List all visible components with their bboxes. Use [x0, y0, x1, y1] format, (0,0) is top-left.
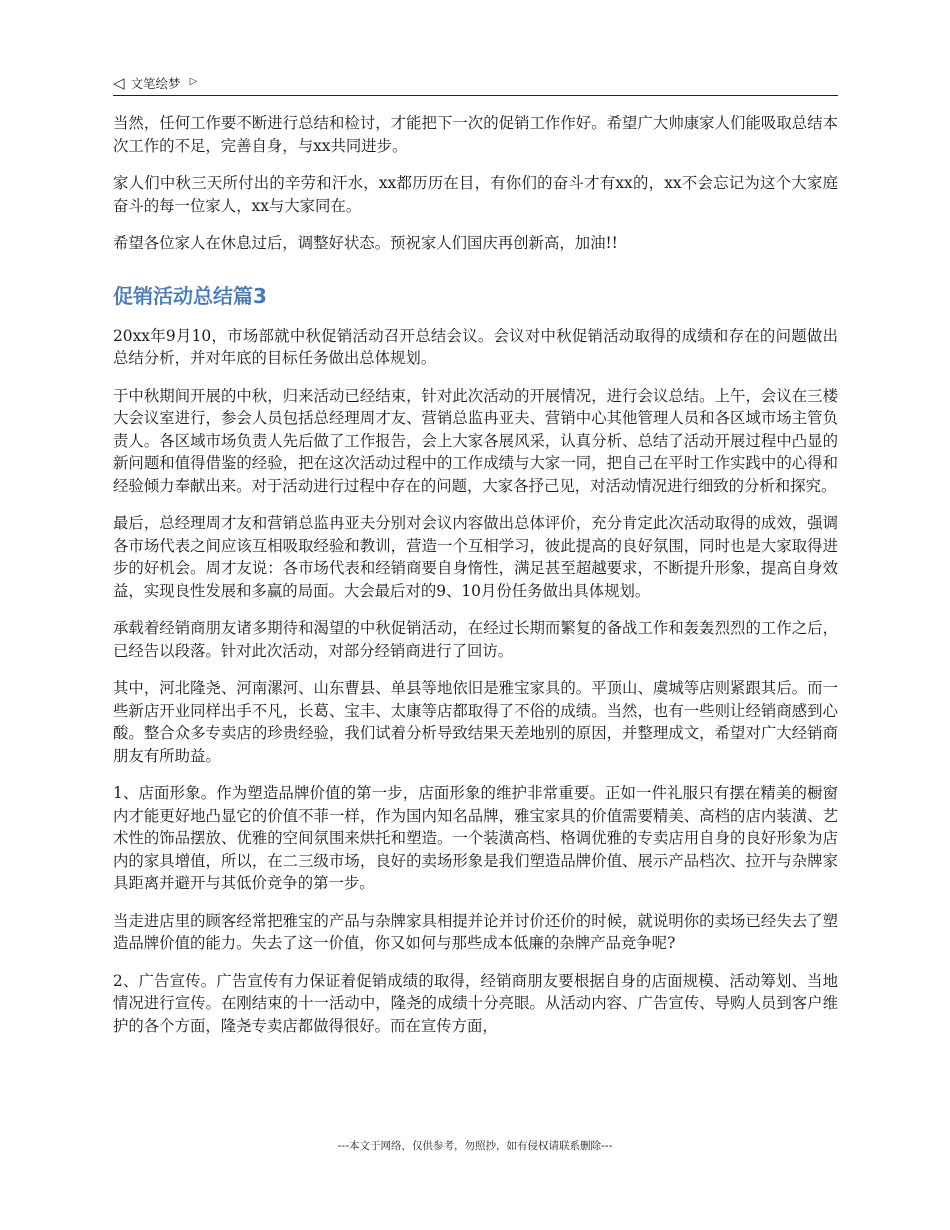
paragraph: 当走进店里的顾客经常把雅宝的产品与杂牌家具相提并论并讨价还价的时候，就说明你的卖场已经失去了塑造品牌价值的能力。失去了这一价值，你又如何与那些成本低廉的杂牌产品竞争呢?	[113, 911, 838, 952]
document-body	[113, 112, 838, 1052]
page-header	[113, 71, 838, 96]
triangle-right-icon: ▷	[189, 75, 198, 87]
paragraph: 最后，总经理周才友和营销总监冉亚夫分别对会议内容做出总体评价，充分肯定此次活动取得的成效，强调各市场代表之间应该互相吸取经验和教训，营造一个互相学习，彼此提高的良好氛围，同时也是大家取得进步的好机会。周才友说：各市场代表和经销商要自身惰性，满足甚至超越要求，不断提升形象，提高自身效益，实现良性发展和多赢的局面。大会最后对的9、10月份任务做出具体规划。	[113, 514, 838, 600]
section-title: 促销活动总结篇3	[113, 283, 267, 308]
paragraph: 20xx年9月10，市场部就中秋促销活动召开总结会议。会议对中秋促销活动取得的成绩和存在的问题做出总结分析，并对年底的目标任务做出总体规划。	[113, 326, 838, 367]
paragraph: 于中秋期间开展的中秋，归来活动已经结束，针对此次活动的开展情况，进行会议总结。上午，会议在三楼大会议室进行，参会人员包括总经理周才友、营销总监冉亚夫、营销中心其他管理人员和各区域市场主管负责人。各区域市场负责人先后做了工作报告，会上大家各展风采，认真分析、总结了活动开展过程中凸显的新问题和值得借鉴的经验，把在这次活动过程中的工作成绩与大家一同，把自己在平时工作实践中的心得和经验倾力奉献出来。对于活动进行过程中存在的问题，大家各抒己见，对活动情况进行细致的分析和探究。	[113, 386, 838, 495]
paragraph: 希望各位家人在休息过后，调整好状态。预祝家人们国庆再创新高，加油!!	[113, 234, 618, 252]
header-brand: 文笔绘梦	[130, 76, 181, 91]
triangle-left-icon: ◁	[113, 74, 125, 92]
paragraph: 家人们中秋三天所付出的辛劳和汗水，xx都历历在目，有你们的奋斗才有xx的，xx不会忘记为这个大家庭奋斗的每一位家人，xx与大家同在。	[113, 174, 838, 215]
paragraph: 其中，河北隆尧、河南漯河、山东曹县、单县等地依旧是雅宝家具的。平顶山、虞城等店则紧跟其后。而一些新店开业同样出手不凡，长葛、宝丰、太康等店都取得了不俗的成绩。当然，也有一些则让经销商感到心酸。整合众多专卖店的珍贵经验，我们试着分析导致结果天差地别的原因，并整理成文，希望对广大经销商朋友有所助益。	[113, 679, 838, 765]
paragraph: 当然，任何工作要不断进行总结和检讨，才能把下一次的促销工作作好。希望广大帅康家人们能吸取总结本次工作的不足，完善自身，与xx共同进步。	[113, 114, 838, 155]
paragraph: 1、店面形象。作为塑造品牌价值的第一步，店面形象的维护非常重要。正如一件礼服只有摆在精美的橱窗内才能更好地凸显它的价值不菲一样，作为国内知名品牌，雅宝家具的价值需要精美、高档的店内装潢、艺术性的饰品摆放、优雅的空间氛围来烘托和塑造。一个装潢高档、格调优雅的专卖店用自身的良好形象为店内的家具增值，所以，在二三级市场，良好的卖场形象是我们塑造品牌价值、展示产品档次、拉开与杂牌家具距离并避开与其低价竞争的第一步。	[113, 784, 838, 892]
page-footer: ---本文于网络，仅供参考，勿照抄，如有侵权请联系删除---	[337, 1140, 613, 1152]
paragraph: 2、广告宣传。广告宣传有力保证着促销成绩的取得，经销商朋友要根据自身的店面规模、活动筹划、当地情况进行宣传。在刚结束的十一活动中，隆尧的成绩十分亮眼。从活动内容、广告宣传、导购人员到客户维护的各个方面，隆尧专卖店都做得很好。而在宣传方面，	[113, 971, 838, 1035]
paragraph: 承载着经销商朋友诸多期待和渴望的中秋促销活动，在经过长期而繁复的备战工作和轰轰烈烈的工作之后，已经告以段落。针对此次活动，对部分经销商进行了回访。	[113, 619, 838, 660]
